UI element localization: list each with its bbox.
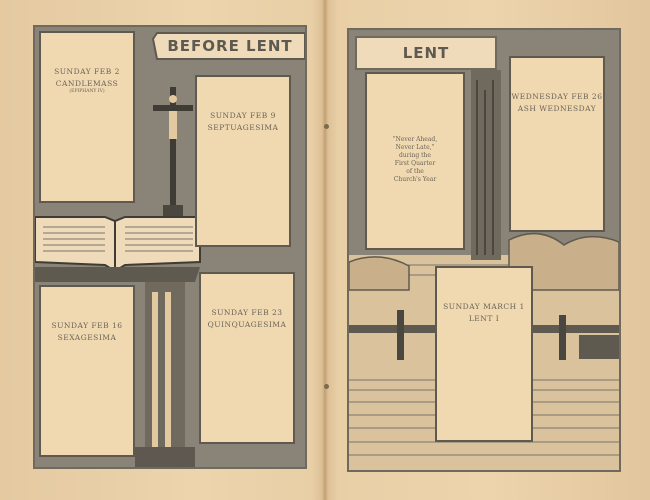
box-day: WEDNESDAY FEB 26 [511, 92, 603, 101]
box-sub: (EPIPHANY IV) [69, 89, 105, 94]
staple-hole [324, 384, 329, 389]
calendar-box-feb-26 [509, 56, 605, 232]
box-name: ASH WEDNESDAY [517, 104, 597, 113]
spine-fold [322, 0, 328, 500]
calendar-box-feb-9 [195, 75, 291, 247]
calendar-box-feb-2 [39, 31, 135, 203]
calendar-box-march-1 [435, 266, 533, 442]
quote-line: of the [406, 168, 424, 175]
box-name: SEXAGESIMA [57, 333, 117, 342]
calendar-box-feb-16 [39, 285, 135, 457]
quote-box [365, 72, 465, 250]
right-page-title: LENT [355, 36, 497, 70]
quote-line: First Quarter [394, 160, 436, 167]
right-page [347, 28, 621, 472]
box-day: SUNDAY MARCH 1 [443, 302, 525, 311]
quote-line: "Never Ahead, [392, 136, 438, 143]
box-day: SUNDAY FEB 9 [210, 111, 276, 120]
box-name: LENT I [468, 314, 500, 323]
quote-line: during the [399, 152, 431, 159]
quote-line: Church's Year [393, 176, 437, 183]
box-day: SUNDAY FEB 16 [51, 321, 123, 330]
box-name: CANDLEMASS [55, 79, 119, 88]
box-name: QUINQUAGESIMA [207, 320, 287, 329]
box-day: SUNDAY FEB 23 [211, 308, 283, 317]
left-page [33, 25, 307, 469]
calendar-box-feb-23 [199, 272, 295, 444]
left-page-title: BEFORE LENT [167, 37, 293, 55]
box-name: SEPTUAGESIMA [207, 123, 279, 132]
quote-line: Never Late," [395, 144, 435, 151]
staple-hole [324, 124, 329, 129]
box-day: SUNDAY FEB 2 [54, 67, 120, 76]
